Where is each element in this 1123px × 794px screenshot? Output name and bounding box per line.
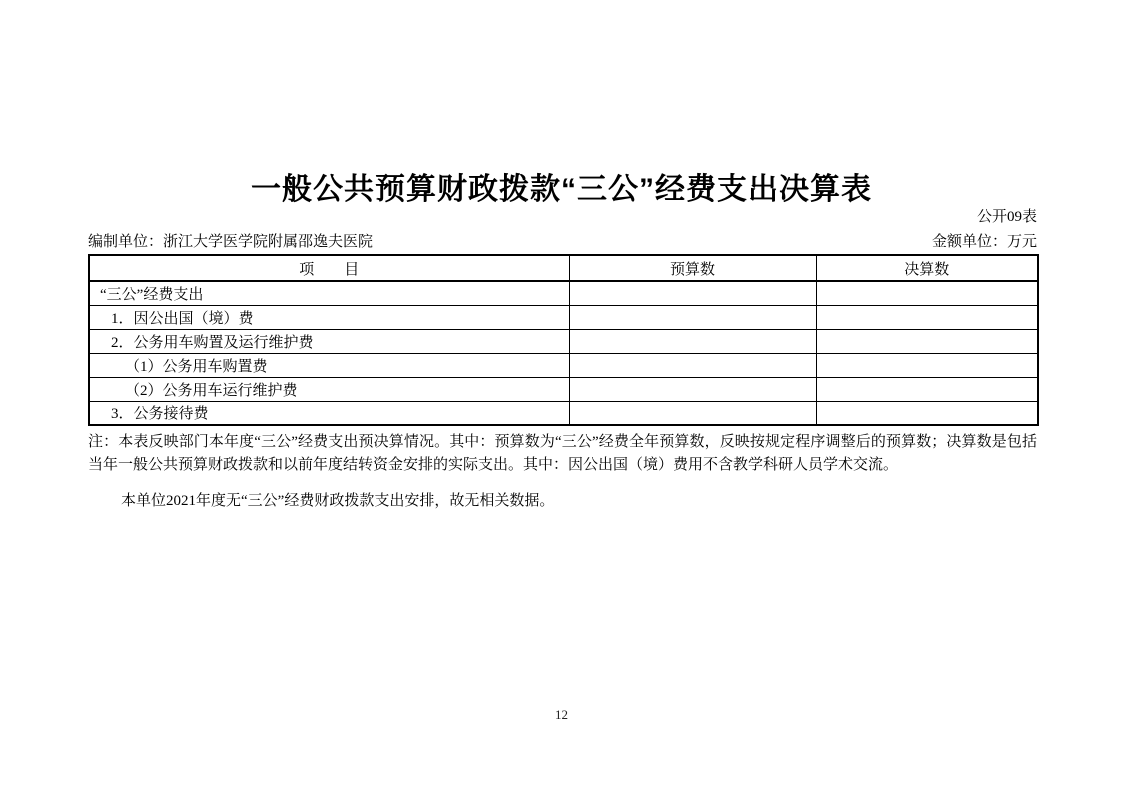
three-public-expense-table [88,254,1039,426]
budget-value-cell [569,305,816,329]
table-row [89,401,1038,425]
table-row [89,353,1038,377]
table-header-row [89,255,1038,281]
column-header-item: 项 目 [89,255,569,281]
budget-value-cell [569,401,816,425]
final-value-cell [816,353,1038,377]
final-value-cell [816,329,1038,353]
column-header-final: 决算数 [816,255,1038,281]
table-note: 注：本表反映部门本年度“三公”经费支出预决算情况。其中：预算数为“三公”经费全年预算数，反映按规定程序调整后的预算数；决算数是包括当年一般公共预算财政拨款和以前年度结转资金安排的实际支出。其中：因公出国（境）费用不含教学科研人员学术交流。 [88,434,1037,473]
page-number: 12 [555,707,568,722]
table-row [89,281,1038,305]
no-data-statement: 本单位2021年度无“三公”经费财政拨款支出安排，故无相关数据。 [121,493,555,509]
table-row [89,329,1038,353]
column-header-budget: 预算数 [569,255,816,281]
meta-row [88,230,1037,251]
prepared-by-label: 编制单位：浙江大学医学院附属邵逸夫医院 [88,234,374,250]
table-row [89,305,1038,329]
page-title: 一般公共预算财政拨款“三公”经费支出决算表 [251,173,872,206]
row-label-official-reception: 3．公务接待费 [89,401,569,425]
amount-unit-label: 金额单位：万元 [931,234,1037,250]
budget-value-cell [569,353,816,377]
table-row [89,377,1038,401]
final-value-cell [816,401,1038,425]
row-label-abroad-expense: 1．因公出国（境）费 [89,305,569,329]
budget-value-cell [569,329,816,353]
form-code-label: 公开09表 [976,209,1037,225]
final-value-cell [816,305,1038,329]
row-label-vehicle-total: 2．公务用车购置及运行维护费 [89,329,569,353]
budget-value-cell [569,377,816,401]
final-value-cell [816,377,1038,401]
budget-value-cell [569,281,816,305]
row-label-vehicle-maintenance: （2）公务用车运行维护费 [89,377,569,401]
row-label-vehicle-purchase: （1）公务用车购置费 [89,353,569,377]
row-label-three-public-total: “三公”经费支出 [89,281,569,305]
final-value-cell [816,281,1038,305]
